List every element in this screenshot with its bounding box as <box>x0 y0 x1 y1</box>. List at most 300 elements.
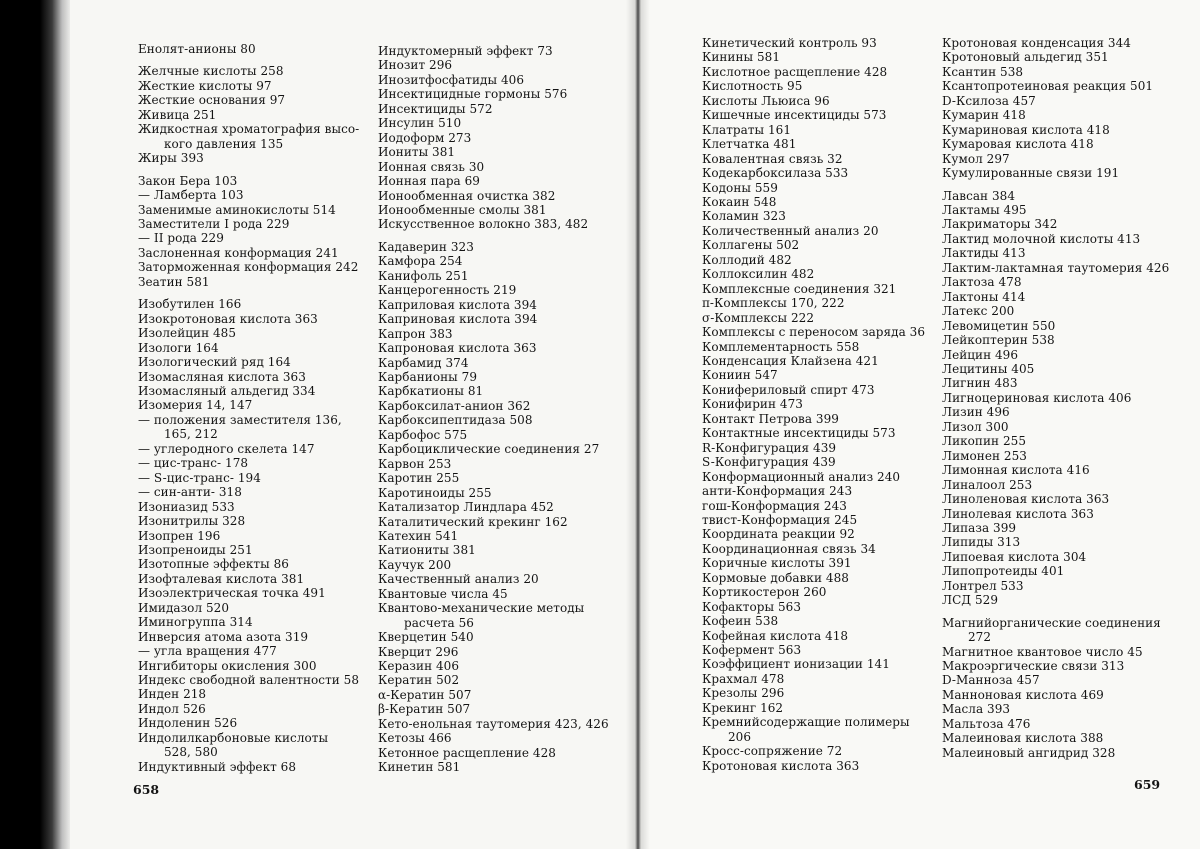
index-entry <box>942 550 1169 564</box>
index-entry <box>702 585 925 599</box>
index-entry-text: Кофермент 563 <box>702 643 802 658</box>
index-entry <box>138 702 359 716</box>
index-entry-text: Иодоформ 273 <box>378 130 472 145</box>
index-entry <box>942 492 1169 506</box>
index-entry <box>702 123 925 137</box>
index-entry <box>702 499 925 513</box>
index-entry <box>378 688 609 702</box>
index-entry <box>702 195 925 209</box>
index-entry <box>942 137 1169 151</box>
index-entry <box>138 760 359 774</box>
index-entry-continuation: 165, 212 <box>164 427 218 442</box>
index-entry-text: Макроэргические связи 313 <box>942 659 1125 674</box>
index-entry <box>138 355 359 369</box>
index-entry-text: α-Кератин 507 <box>378 687 472 702</box>
index-entry <box>138 326 359 340</box>
index-entry-text: π-Комплексы 170, 222 <box>702 296 845 311</box>
index-entry <box>942 189 1169 203</box>
index-entry <box>702 600 925 614</box>
index-entry-text: Квантовые числа 45 <box>378 586 508 601</box>
index-column-2 <box>378 44 609 775</box>
index-entry <box>378 746 609 760</box>
index-entry <box>138 398 359 412</box>
index-entry-text: Каротин 255 <box>378 471 460 486</box>
index-entry <box>702 397 925 411</box>
index-entry <box>702 513 925 527</box>
index-entry <box>138 500 359 514</box>
index-entry-text: Лизол 300 <box>942 419 1009 434</box>
index-entry <box>138 246 359 260</box>
index-entry <box>138 341 359 355</box>
index-entry-text: S-Конфигурация 439 <box>702 455 836 470</box>
index-entry <box>138 188 359 202</box>
index-entry-text: Лейцин 496 <box>942 347 1019 362</box>
index-entry <box>378 370 609 384</box>
index-entry-text: Лигноцериновая кислота 406 <box>942 390 1132 405</box>
index-entry <box>138 312 359 326</box>
index-entry <box>942 50 1169 64</box>
index-entry <box>378 145 609 159</box>
index-entry-text: R-Конфигурация 439 <box>702 440 837 455</box>
index-entry <box>378 731 609 745</box>
index-entry <box>378 174 609 188</box>
index-entry-text: Лецитины 405 <box>942 361 1035 376</box>
index-entry-text: — Ламберта 103 <box>138 188 244 203</box>
index-entry <box>942 717 1169 731</box>
index-entry-text: Кинины 581 <box>702 50 781 65</box>
index-entry <box>942 319 1169 333</box>
index-entry <box>702 542 925 556</box>
index-entry <box>702 441 925 455</box>
index-entry-text: Масла 393 <box>942 702 1011 717</box>
index-entry-text: Закон Бера 103 <box>138 173 238 188</box>
index-entry-text: Инверсия атома азота 319 <box>138 629 309 644</box>
index-entry <box>378 500 609 514</box>
index-entry <box>138 384 359 398</box>
index-entry <box>378 160 609 174</box>
index-entry <box>378 399 609 413</box>
index-entry <box>378 486 609 500</box>
index-entry-text: Кониин 547 <box>702 368 778 383</box>
index-entry-text: Ликопин 255 <box>942 434 1026 449</box>
index-entry <box>702 484 925 498</box>
index-entry-text: Клатраты 161 <box>702 122 792 137</box>
index-entry <box>942 65 1169 79</box>
index-entry <box>378 558 609 572</box>
index-entry <box>942 290 1169 304</box>
index-entry-text: Изониазид 533 <box>138 499 235 514</box>
index-entry-text: Кето-енольная таутомерия 423, 426 <box>378 716 609 731</box>
index-entry-text: Лактиды 413 <box>942 246 1026 261</box>
index-column-4 <box>942 36 1169 760</box>
index-entry <box>378 457 609 471</box>
index-entry <box>702 340 925 354</box>
index-entry-text: Заторможенная конформация 242 <box>138 260 359 275</box>
index-entry <box>702 571 925 585</box>
index-entry-text: Изологический ряд 164 <box>138 355 291 370</box>
index-entry <box>138 615 359 629</box>
index-entry-text: Камфора 254 <box>378 254 463 269</box>
index-entry-text: Заместители I рода 229 <box>138 216 290 231</box>
index-entry-text: ЛСД 529 <box>942 593 999 608</box>
index-entry <box>702 556 925 570</box>
index-entry-text: Карбофос 575 <box>378 427 468 442</box>
index-entry <box>138 260 359 274</box>
index-entry <box>378 673 609 687</box>
index-entry-text: Заслоненная конформация 241 <box>138 245 339 260</box>
index-entry <box>378 203 609 217</box>
index-entry <box>702 759 925 773</box>
index-entry <box>702 166 925 180</box>
index-entry-text: Маннoновая кислота 469 <box>942 687 1104 702</box>
index-entry-text: Кетонное расщепление 428 <box>378 745 556 760</box>
index-entry <box>942 123 1169 137</box>
index-entry-text: Ковалентная связь 32 <box>702 151 843 166</box>
index-entry <box>942 348 1169 362</box>
index-entry <box>138 731 359 760</box>
index-entry-text: Лактамы 495 <box>942 202 1027 217</box>
index-entry-text: Ионообменная очистка 382 <box>378 188 556 203</box>
index-entry-continuation: 272 <box>968 630 992 645</box>
index-entry <box>702 36 925 50</box>
index-entry-text: Инсектицидные гормоны 576 <box>378 87 568 102</box>
index-entry-text: Индуктомерный эффект 73 <box>378 44 553 58</box>
index-entry <box>942 275 1169 289</box>
index-entry-text: Индекс свободной валентности 58 <box>138 673 360 688</box>
index-entry-text: Комплексы с переносом заряда 36 <box>702 325 926 340</box>
index-entry-text: Лонтрел 533 <box>942 578 1024 593</box>
index-entry-text: твист-Конформация 245 <box>702 512 858 527</box>
index-entry-text: Мальтоза 476 <box>942 716 1031 731</box>
index-column-1 <box>138 42 359 774</box>
page-number-left: 658 <box>133 782 160 797</box>
index-entry <box>942 746 1169 760</box>
index-entry-text: Кумарин 418 <box>942 108 1026 123</box>
index-entry-text: Комплементарность 558 <box>702 339 860 354</box>
index-entry-text: Кислотность 95 <box>702 79 803 94</box>
index-entry-text: Инозитфосфатиды 406 <box>378 72 524 87</box>
index-entry <box>942 659 1169 673</box>
index-entry-text: Линоленовая кислота 363 <box>942 492 1110 507</box>
index-entry <box>702 470 925 484</box>
index-entry <box>378 529 609 543</box>
index-entry <box>138 297 359 311</box>
index-entry-text: Крахмал 478 <box>702 671 785 686</box>
index-entry-text: Кумулированные связи 191 <box>942 166 1120 181</box>
page-number-right: 659 <box>1134 777 1161 792</box>
index-entry-text: — II рода 229 <box>138 231 224 246</box>
index-entry-text: Ионная пара 69 <box>378 174 480 189</box>
index-entry-text: Жесткие кислоты 97 <box>138 78 272 93</box>
index-entry <box>942 36 1169 50</box>
index-entry-text: Каучук 200 <box>378 557 452 572</box>
index-entry-text: Кератин 502 <box>378 673 460 688</box>
index-entry <box>942 79 1169 93</box>
index-entry-text: Магнийорганические соединения <box>942 615 1161 630</box>
index-entry <box>702 137 925 151</box>
index-entry-text: Кумол 297 <box>942 151 1010 166</box>
index-entry <box>942 166 1169 180</box>
index-entry <box>942 362 1169 376</box>
index-entry-text: Жиры 393 <box>138 151 204 166</box>
index-entry <box>138 659 359 673</box>
index-entry-text: — S-цис-транс- 194 <box>138 470 261 485</box>
index-entry-text: Лимонная кислота 416 <box>942 463 1090 478</box>
index-entry <box>942 261 1169 275</box>
index-entry-continuation: расчета 56 <box>404 615 474 630</box>
index-entry-text: Имидазол 520 <box>138 600 230 615</box>
index-entry <box>138 687 359 701</box>
index-entry <box>942 449 1169 463</box>
index-entry <box>942 702 1169 716</box>
index-entry <box>942 203 1169 217</box>
index-entry-text: Кверцит 296 <box>378 644 459 659</box>
index-entry-text: Кодоны 559 <box>702 180 778 195</box>
index-entry <box>702 50 925 64</box>
index-entry-text: Инден 218 <box>138 687 207 702</box>
index-entry-text: Линалоол 253 <box>942 477 1033 492</box>
index-entry <box>702 325 925 339</box>
index-entry <box>138 673 359 687</box>
index-entry <box>702 311 925 325</box>
index-entry <box>702 672 925 686</box>
index-entry-text: Левомицетин 550 <box>942 318 1056 333</box>
index-entry-text: Кокаин 548 <box>702 194 777 209</box>
index-entry-text: Лактоза 478 <box>942 275 1022 290</box>
index-entry <box>702 209 925 223</box>
index-entry-text: Крезолы 296 <box>702 686 785 701</box>
index-entry-text: Изолейцин 485 <box>138 326 237 341</box>
index-entry-text: Конформационный анализ 240 <box>702 469 901 484</box>
index-entry <box>942 645 1169 659</box>
index-entry <box>942 108 1169 122</box>
index-entry <box>702 181 925 195</box>
index-entry-text: Кислоты Льюиса 96 <box>702 93 830 108</box>
index-entry-text: Коллоксилин 482 <box>702 267 815 282</box>
index-entry <box>378 87 609 101</box>
index-entry <box>942 434 1169 448</box>
index-entry-text: Изомасляная кислота 363 <box>138 369 306 384</box>
index-entry-text: Иминогруппа 314 <box>138 615 253 630</box>
index-entry-text: Кротоновая кислота 363 <box>702 758 860 773</box>
index-entry-text: Капрон 383 <box>378 326 453 341</box>
index-entry-text: Желчные кислоты 258 <box>138 64 284 79</box>
index-entry <box>942 94 1169 108</box>
index-entry-text: Количественный анализ 20 <box>702 223 879 238</box>
index-entry <box>942 152 1169 166</box>
index-entry-text: D-Манноза 457 <box>942 673 1040 688</box>
index-entry-text: Искусственное волокно 383, 482 <box>378 217 589 232</box>
binding-shadow <box>0 0 70 849</box>
index-entry <box>378 645 609 659</box>
index-entry <box>942 246 1169 260</box>
index-entry <box>942 478 1169 492</box>
index-entry <box>138 203 359 217</box>
index-entry <box>702 238 925 252</box>
index-entry-text: Малеиновая кислота 388 <box>942 731 1104 746</box>
index-entry-text: Кетозы 466 <box>378 731 452 746</box>
index-entry-text: Коричные кислоты 391 <box>702 556 852 571</box>
index-entry <box>138 174 359 188</box>
index-entry <box>942 535 1169 549</box>
index-entry <box>138 601 359 615</box>
index-entry-text: Комплексные соединения 321 <box>702 281 897 296</box>
index-entry-text: Кадаверин 323 <box>378 239 474 254</box>
index-entry <box>138 79 359 93</box>
index-entry <box>378 659 609 673</box>
index-entry-text: Жесткие основания 97 <box>138 93 286 108</box>
index-entry-text: Инозит 296 <box>378 58 453 73</box>
index-entry-text: Конифирин 473 <box>702 397 803 412</box>
index-entry <box>702 282 925 296</box>
index-entry <box>942 688 1169 702</box>
index-entry <box>702 368 925 382</box>
index-entry <box>138 485 359 499</box>
index-entry-continuation: 206 <box>728 729 752 744</box>
index-entry-text: Иониты 381 <box>378 145 456 160</box>
index-entry <box>702 527 925 541</box>
index-entry <box>942 333 1169 347</box>
index-entry <box>138 572 359 586</box>
index-entry-text: Кросс-сопряжение 72 <box>702 744 843 759</box>
index-entry <box>138 456 359 470</box>
index-entry <box>378 58 609 72</box>
index-entry-text: Лакриматоры 342 <box>942 217 1058 232</box>
index-entry <box>942 521 1169 535</box>
index-entry-text: Качественный анализ 20 <box>378 572 539 587</box>
index-entry-text: Кофакторы 563 <box>702 599 802 614</box>
index-entry <box>702 426 925 440</box>
index-entry-text: Индол 526 <box>138 701 206 716</box>
index-entry <box>942 564 1169 578</box>
index-entry <box>138 42 359 56</box>
index-entry-text: Зеатин 581 <box>138 274 210 289</box>
index-entry-text: Квантово-механические методы <box>378 601 585 616</box>
index-entry <box>138 514 359 528</box>
index-entry-text: Изонитрилы 328 <box>138 514 246 529</box>
index-entry-text: Магнитное квантовое число 45 <box>942 644 1143 659</box>
index-entry-text: D-Ксилоза 457 <box>942 93 1036 108</box>
index-entry <box>378 471 609 485</box>
index-entry-text: Крекинг 162 <box>702 700 784 715</box>
index-entry-text: гош-Конформация 243 <box>702 498 847 513</box>
index-entry-text: Конифериловый спирт 473 <box>702 382 875 397</box>
index-entry <box>942 376 1169 390</box>
index-entry <box>702 79 925 93</box>
index-entry-text: Лактоны 414 <box>942 289 1026 304</box>
index-entry-text: Инсулин 510 <box>378 116 462 131</box>
index-entry <box>942 232 1169 246</box>
index-entry-text: Кротоновый альдегид 351 <box>942 50 1109 65</box>
index-entry <box>138 370 359 384</box>
index-entry <box>702 629 925 643</box>
index-entry-text: β-Кератин 507 <box>378 702 471 717</box>
index-entry-text: Карбкатионы 81 <box>378 384 484 399</box>
index-entry-text: Контактные инсектициды 573 <box>702 426 896 441</box>
index-entry <box>702 686 925 700</box>
index-entry-text: Индуктивный эффект 68 <box>138 759 297 774</box>
index-entry-text: Лактид молочной кислоты 413 <box>942 231 1141 246</box>
index-entry <box>378 269 609 283</box>
index-entry <box>138 557 359 571</box>
index-entry <box>702 65 925 79</box>
book-gutter <box>626 0 650 849</box>
index-entry-text: Лизин 496 <box>942 405 1010 420</box>
index-entry-text: Липиды 313 <box>942 535 1021 550</box>
index-entry <box>942 217 1169 231</box>
index-entry-text: Катиониты 381 <box>378 543 476 558</box>
index-entry <box>138 644 359 658</box>
index-entry-text: Изопрен 196 <box>138 528 221 543</box>
index-entry <box>942 405 1169 419</box>
index-entry-text: Катехин 541 <box>378 528 459 543</box>
index-entry <box>138 442 359 456</box>
index-entry <box>378 442 609 456</box>
index-entry-text: Изобутилен 166 <box>138 297 242 312</box>
index-entry <box>942 579 1169 593</box>
index-entry-text: Клетчатка 481 <box>702 137 797 152</box>
index-entry <box>138 413 359 442</box>
index-entry <box>138 122 359 151</box>
index-entry-text: — угла вращения 477 <box>138 644 277 659</box>
index-entry-text: Каталитический крекинг 162 <box>378 514 568 529</box>
index-entry <box>702 354 925 368</box>
index-entry <box>702 383 925 397</box>
index-entry-text: Жидкостная хроматография высо- <box>138 122 360 137</box>
index-entry <box>138 108 359 122</box>
index-entry <box>138 231 359 245</box>
index-entry <box>702 412 925 426</box>
index-entry-text: Кортикостерон 260 <box>702 585 827 600</box>
index-entry <box>378 630 609 644</box>
index-entry <box>702 152 925 166</box>
index-entry-text: Лейкоптерин 538 <box>942 333 1055 348</box>
index-entry <box>702 701 925 715</box>
index-entry-text: Кофейная кислота 418 <box>702 628 849 643</box>
index-entry <box>138 630 359 644</box>
index-entry-text: Кишечные инсектициды 573 <box>702 108 887 123</box>
index-entry <box>138 529 359 543</box>
index-entry <box>378 217 609 231</box>
index-entry-text: Лимонен 253 <box>942 448 1027 463</box>
index-entry-text: Кротоновая конденсация 344 <box>942 36 1131 50</box>
index-entry-text: Кофеин 538 <box>702 614 779 629</box>
index-entry-text: — углеродного скелета 147 <box>138 441 315 456</box>
index-entry-text: Изомасляный альдегид 334 <box>138 383 316 398</box>
index-entry-text: Каротиноиды 255 <box>378 485 492 500</box>
index-entry-text: Изофталевая кислота 381 <box>138 571 305 586</box>
index-entry-text: Ионная связь 30 <box>378 159 485 174</box>
index-entry-text: Координационная связь 34 <box>702 541 876 556</box>
index-entry-text: Коллодий 482 <box>702 252 792 267</box>
index-entry-text: Кинетический контроль 93 <box>702 36 877 50</box>
index-entry <box>378 702 609 716</box>
index-entry <box>138 275 359 289</box>
index-entry <box>942 391 1169 405</box>
index-entry <box>378 587 609 601</box>
index-entry <box>378 515 609 529</box>
index-entry <box>378 413 609 427</box>
index-entry-text: Кремнийсодержащие полимеры <box>702 715 910 730</box>
index-entry-text: Изоэлектрическая точка 491 <box>138 586 326 601</box>
index-entry-text: Карбоксилат-анион 362 <box>378 398 531 413</box>
index-entry-text: Кверцетин 540 <box>378 630 474 645</box>
index-entry <box>702 657 925 671</box>
index-entry-continuation: 528, 580 <box>164 745 218 760</box>
index-entry-continuation: кого давления 135 <box>164 136 284 151</box>
index-entry-text: Кислотное расщепление 428 <box>702 64 888 79</box>
index-entry-text: Живица 251 <box>138 107 217 122</box>
